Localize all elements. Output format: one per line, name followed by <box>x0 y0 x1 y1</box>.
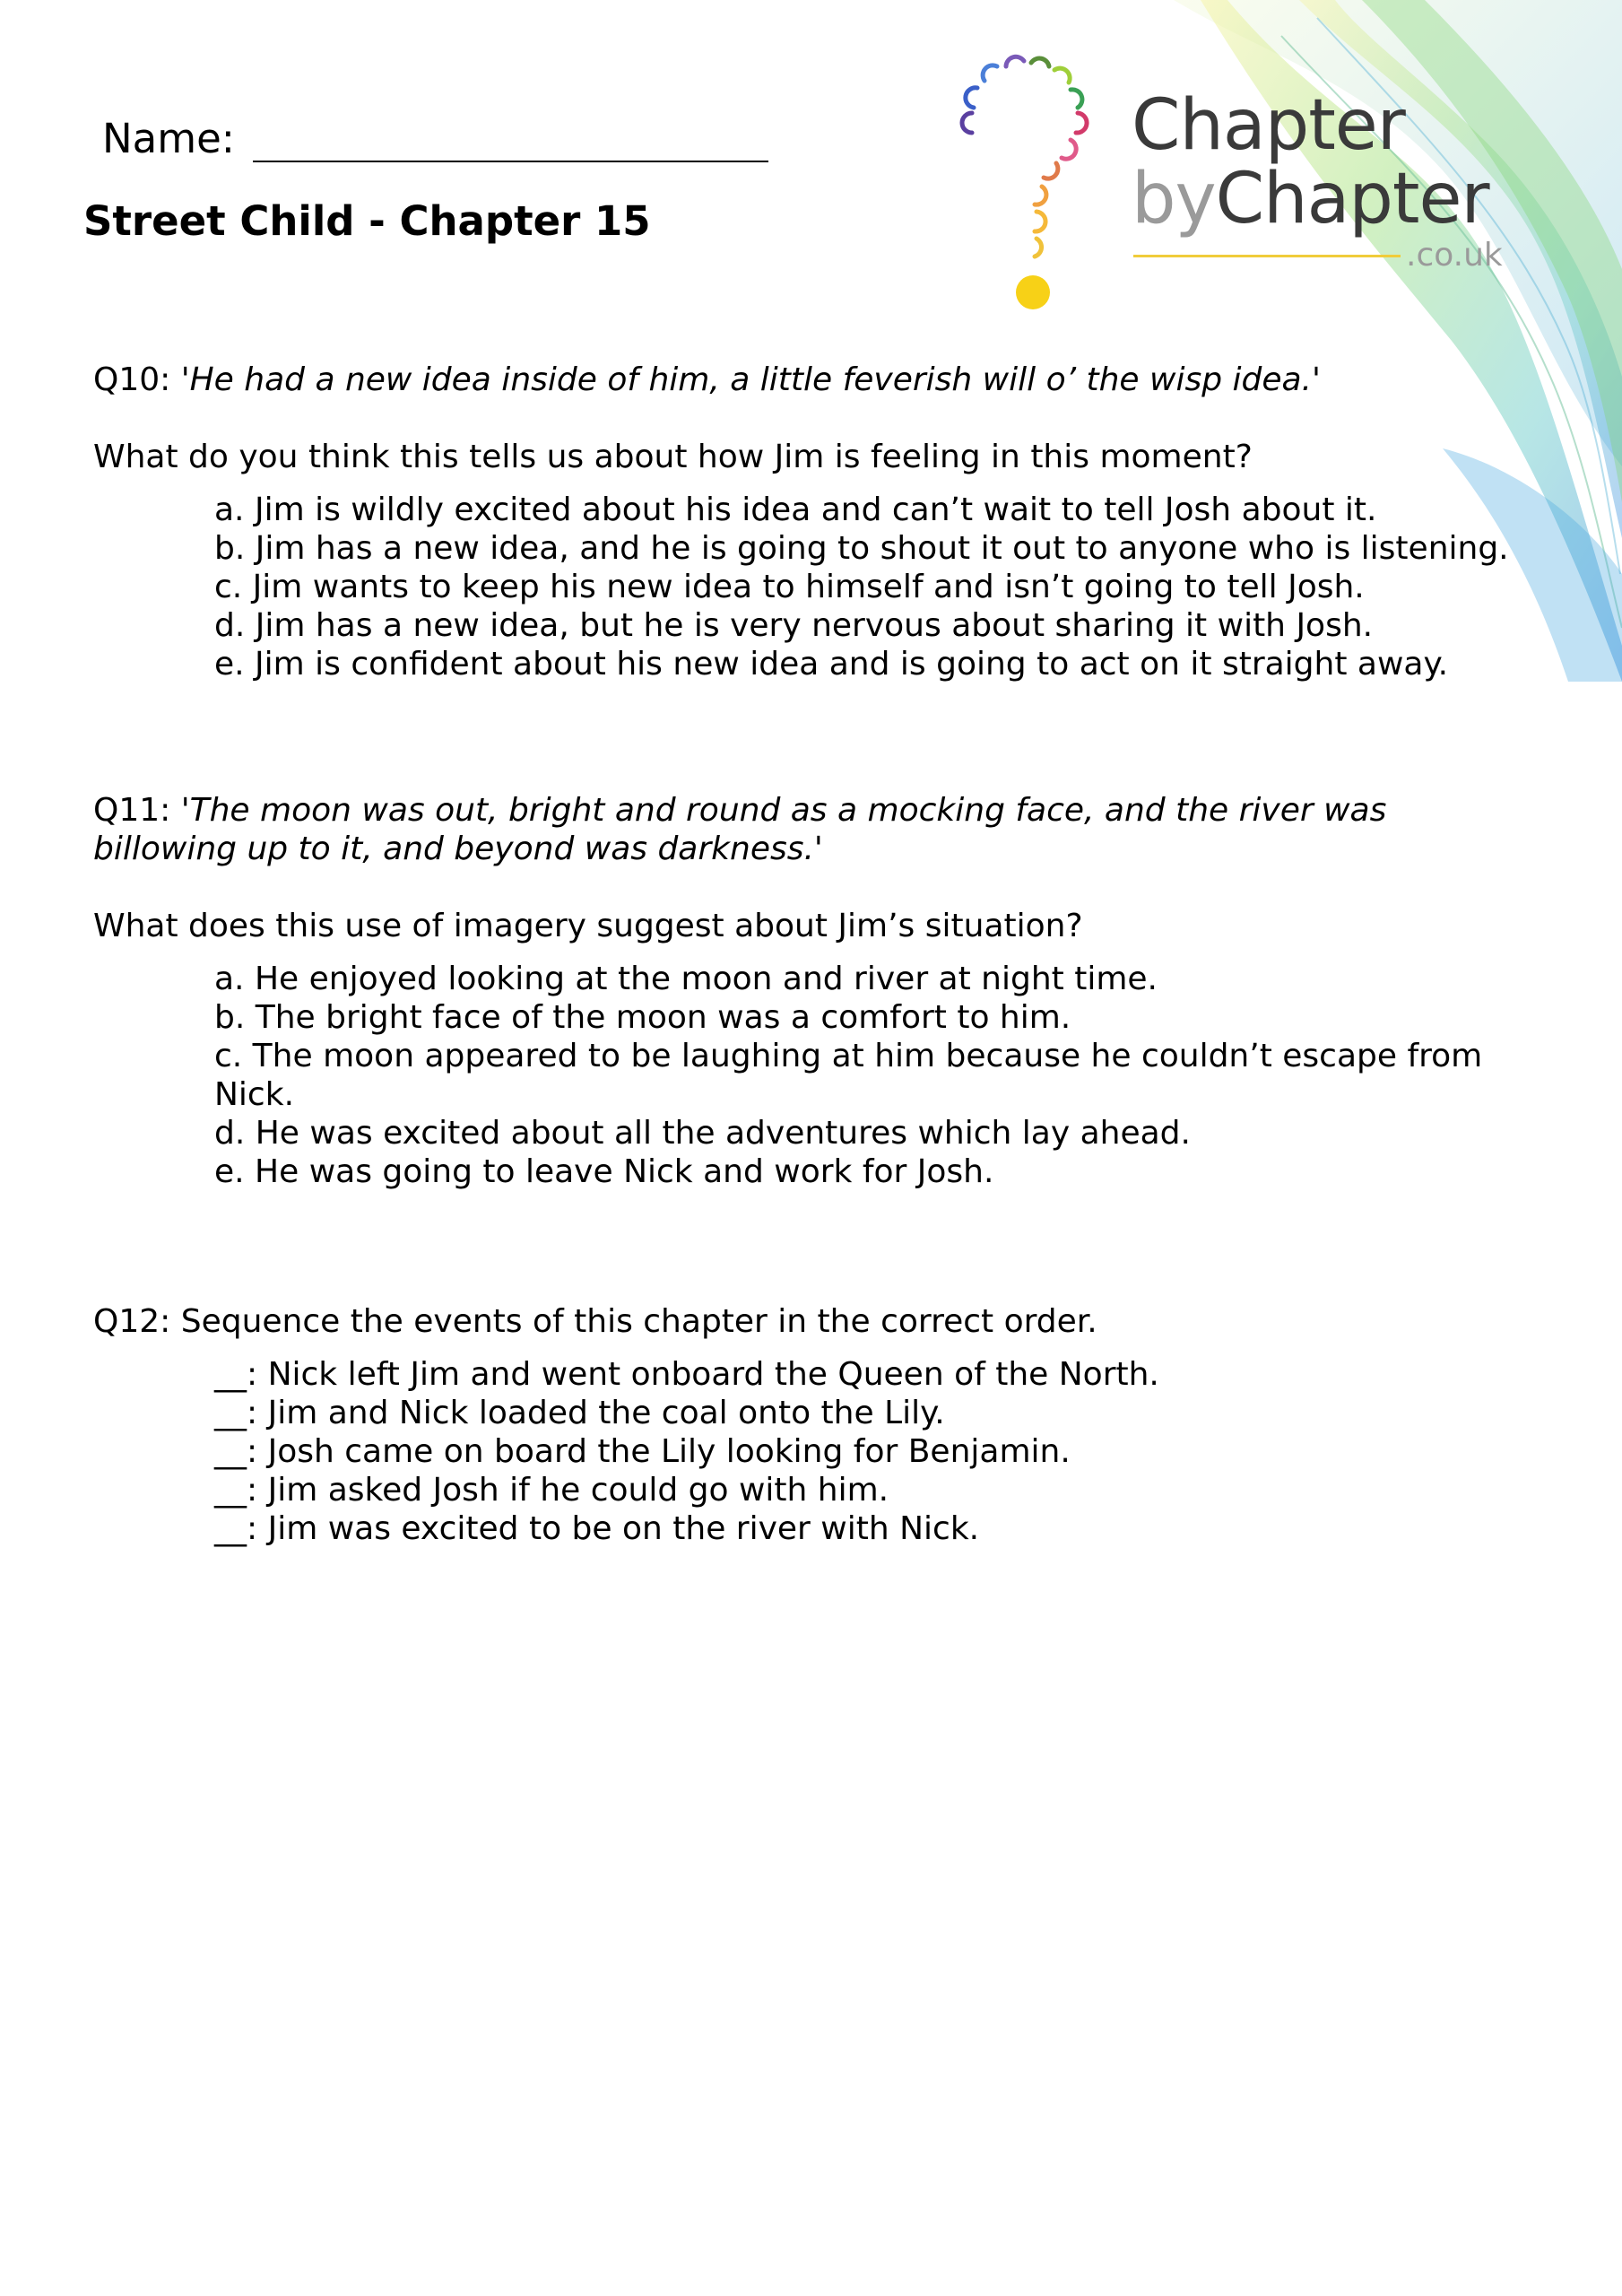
question-number: Q10: <box>93 361 181 398</box>
logo-domain: .co.uk <box>1406 237 1503 274</box>
answer-option: b. Jim has a new idea, and he is going to shout it out to anyone who is listening. <box>214 530 1509 567</box>
answer-option: e. Jim is confident about his new idea and is going to act on it straight away. <box>214 646 1449 683</box>
answer-option: a. Jim is wildly excited about his idea and can’t wait to tell Josh about it. <box>214 491 1377 528</box>
question-stem <box>93 1302 1528 1341</box>
logo-word-by: by <box>1132 159 1216 239</box>
question-text: Sequence the events of this chapter in the correct order. <box>180 1303 1097 1340</box>
sequence-items <box>93 1355 1528 1548</box>
question-number: Q12: <box>93 1303 181 1340</box>
name-label: Name: <box>102 115 235 162</box>
answer-option: b. The bright face of the moon was a comfort to him. <box>214 999 1071 1036</box>
brand-logo <box>1132 85 1503 274</box>
name-field <box>102 115 768 162</box>
question-q11 <box>93 791 1528 1191</box>
answer-options <box>93 491 1528 683</box>
logo-word-chapter: Chapter <box>1132 85 1405 166</box>
sequence-item: __: Jim asked Josh if he could go with him. <box>214 1472 889 1509</box>
name-blank-line[interactable] <box>253 119 768 162</box>
question-q12 <box>93 1302 1528 1548</box>
logo-question-mark-icon <box>959 54 1121 314</box>
question-quote: 'He had a new idea inside of him, a little feverish will o’ the wisp idea.' <box>180 361 1321 398</box>
logo-word-bychapter <box>1132 159 1489 239</box>
logo-word-chapter-2: Chapter <box>1215 159 1489 239</box>
question-prompt: What does this use of imagery suggest about Jim’s situation? <box>93 908 1083 944</box>
sequence-item: __: Josh came on board the Lily looking for Benjamin. <box>214 1433 1071 1470</box>
answer-options <box>93 960 1613 1191</box>
question-stem <box>93 791 1420 868</box>
sequence-item: __: Nick left Jim and went onboard the Queen of the North. <box>214 1356 1159 1393</box>
question-q10 <box>93 361 1528 683</box>
answer-option: d. He was excited about all the adventures which lay ahead. <box>214 1115 1191 1152</box>
answer-option: e. He was going to leave Nick and work for Josh. <box>214 1153 994 1190</box>
question-prompt: What do you think this tells us about how Jim is feeling in this moment? <box>93 439 1253 475</box>
answer-option: d. Jim has a new idea, but he is very nervous about sharing it with Josh. <box>214 607 1374 644</box>
answer-option: a. He enjoyed looking at the moon and river at night time. <box>214 961 1158 997</box>
question-stem <box>93 361 1528 399</box>
worksheet-title: Street Child - Chapter 15 <box>83 197 651 245</box>
answer-option: c. The moon appeared to be laughing at him because he couldn’t escape from Nick. <box>214 1038 1483 1113</box>
answer-option: c. Jim wants to keep his new idea to himself and isn’t going to tell Josh. <box>214 569 1365 605</box>
sequence-item: __: Jim and Nick loaded the coal onto the Lily. <box>214 1395 945 1431</box>
question-number: Q11: <box>93 792 181 829</box>
sequence-item: __: Jim was excited to be on the river with Nick. <box>214 1510 980 1547</box>
logo-underline <box>1133 255 1401 257</box>
question-quote: 'The moon was out, bright and round as a mocking face, and the river was billowing up to it, and beyond was darkness.' <box>93 792 1387 867</box>
